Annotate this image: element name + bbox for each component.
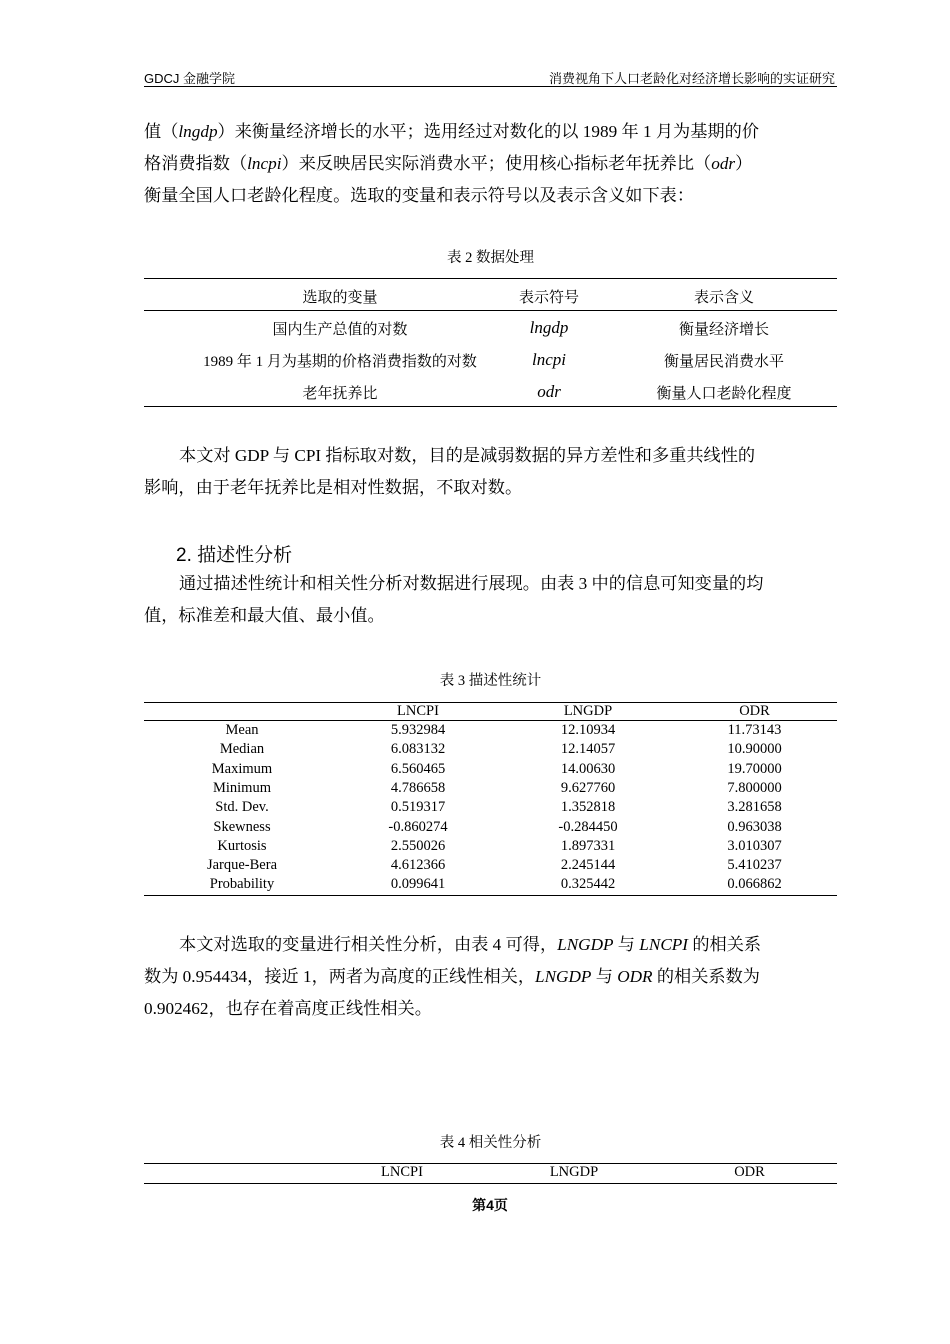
- table-cell: 衡量经济增长: [678, 322, 769, 338]
- table3-bottom-rule: [144, 895, 837, 896]
- table-cell: -0.284450: [558, 818, 618, 835]
- table-cell: 0.963038: [727, 818, 782, 835]
- intro-text: ）: [735, 154, 753, 173]
- table-cell: 19.70000: [727, 760, 782, 777]
- section-heading: 2. 描述性分析: [176, 545, 293, 566]
- running-header: [144, 66, 837, 86]
- table-cell: lncpi: [532, 350, 566, 369]
- para-text: 的相关系: [688, 935, 762, 954]
- table-cell: 1989 年 1 月为基期的价格消费指数的对数: [203, 354, 477, 370]
- para2-line-2: 影响，由于老年抚养比是相对性数据，不取对数。: [144, 478, 523, 497]
- table-cell: Minimum: [212, 779, 271, 796]
- table-cell: Jarque-Bera: [206, 857, 278, 874]
- table-cell: 0.066862: [727, 876, 782, 893]
- intro-text: 值（: [144, 122, 179, 141]
- table-row: [144, 838, 837, 857]
- table-cell: -0.860274: [388, 818, 448, 835]
- intro-line-1: [144, 116, 837, 148]
- table-cell: Kurtosis: [217, 837, 267, 854]
- table3-header-cell: LNGDP: [563, 703, 613, 719]
- para-text: 与: [613, 935, 640, 954]
- symbol-lngdp: lngdp: [178, 122, 218, 141]
- table-cell: 4.786658: [390, 779, 446, 796]
- para-text: 的相关系数为: [652, 967, 760, 986]
- table-cell: 5.932984: [390, 722, 446, 738]
- table2-header-cell: 表示符号: [518, 290, 579, 306]
- table-cell: lngdp: [529, 318, 569, 337]
- table-cell: 5.410237: [727, 857, 782, 874]
- para4-line-2: [144, 961, 837, 993]
- symbol-lngdp: LNGDP: [535, 967, 592, 986]
- table-cell: 7.800000: [727, 779, 782, 796]
- table4-header-cell: LNCPI: [381, 1164, 423, 1180]
- paragraph-descriptive: [144, 568, 837, 632]
- table4-header-row: [144, 1164, 837, 1183]
- table4-header-cell: ODR: [734, 1164, 765, 1180]
- symbol-lngdp: LNGDP: [557, 935, 614, 954]
- page-number: 第4页: [472, 1197, 508, 1213]
- symbol-odr: ODR: [617, 967, 653, 986]
- table-cell: 0.325442: [560, 876, 616, 893]
- para4-line-1: [144, 929, 837, 961]
- table-row: [144, 318, 837, 342]
- table3-header-rule: [144, 720, 837, 721]
- para-text: 数为 0.954434，接近 1，两者为高度的正线性相关，: [144, 967, 536, 986]
- table-cell: 11.73143: [727, 722, 782, 738]
- symbol-lncpi: lncpi: [247, 154, 282, 173]
- table-cell: Mean: [225, 722, 259, 738]
- para4-line-3: 0.902462，也存在着高度正线性相关。: [144, 999, 432, 1018]
- para-text: 与: [591, 967, 618, 986]
- intro-text: ）来反映居民实际消费水平；使用核心指标老年抚养比（: [281, 154, 712, 173]
- table-row: [144, 857, 837, 876]
- table-cell: 1.897331: [560, 837, 616, 854]
- table-cell: odr: [537, 382, 561, 401]
- para2-line-1: 本文对 GDP 与 CPI 指标取对数，目的是减弱数据的异方差性和多重共线性的: [179, 446, 756, 465]
- table4-header-rule: [144, 1183, 837, 1184]
- table-cell: 老年抚养比: [302, 386, 378, 402]
- table-cell: 3.010307: [727, 837, 782, 854]
- table-cell: 14.00630: [560, 760, 616, 777]
- table-cell: 6.083132: [390, 741, 446, 758]
- header-rule: [144, 86, 837, 87]
- intro-text: ）来衡量经济增长的水平；选用经过对数化的以 1989 年 1 月为基期的价: [217, 122, 759, 141]
- table-cell: 4.612366: [390, 857, 446, 874]
- table-cell: Skewness: [213, 818, 271, 835]
- para-text: 本文对选取的变量进行相关性分析，由表 4 可得，: [179, 935, 558, 954]
- symbol-lncpi: LNCPI: [639, 935, 689, 954]
- table2-caption: 表 2 数据处理: [447, 250, 534, 266]
- para3-line-1: 通过描述性统计和相关性分析对数据进行展现。由表 3 中的信息可知变量的均: [179, 574, 764, 593]
- paragraph-correlation: [144, 929, 837, 1025]
- table2-top-rule: [144, 278, 837, 279]
- table-row: [144, 799, 837, 818]
- table3-caption: 表 3 描述性统计: [439, 673, 542, 689]
- table-row: [144, 780, 837, 799]
- table4-caption: 表 4 相关性分析: [439, 1135, 542, 1151]
- para3-line-2: 值，标准差和最大值、最小值。: [144, 606, 385, 625]
- table-cell: 3.281658: [727, 799, 782, 816]
- paragraph-log-explanation: [144, 440, 837, 504]
- table-row: [144, 761, 837, 780]
- table4-header-cell: LNGDP: [549, 1164, 599, 1180]
- table-cell: 衡量人口老龄化程度: [656, 386, 792, 402]
- header-title: 消费视角下人口老龄化对经济增长影响的实证研究: [548, 71, 835, 86]
- table2-header-rule: [144, 310, 837, 311]
- table3-header-cell: ODR: [739, 703, 770, 719]
- intro-text: 格消费指数（: [144, 154, 248, 173]
- table-row: [144, 741, 837, 760]
- table-row: [144, 382, 837, 406]
- table-cell: 0.519317: [390, 799, 446, 816]
- table3-header-cell: LNCPI: [397, 703, 439, 719]
- table-cell: Median: [219, 741, 265, 758]
- table2-header-cell: 选取的变量: [302, 290, 378, 306]
- table-row: [144, 350, 837, 374]
- table-cell: 9.627760: [560, 779, 616, 796]
- table-cell: 2.550026: [390, 837, 446, 854]
- intro-paragraph: [144, 116, 837, 212]
- table-cell: 2.245144: [560, 857, 616, 874]
- table-row: [144, 722, 837, 741]
- table-cell: 12.14057: [560, 741, 616, 758]
- symbol-odr: odr: [711, 154, 736, 173]
- table2-bottom-rule: [144, 406, 837, 407]
- intro-line-2: [144, 148, 837, 180]
- table-cell: 国内生产总值的对数: [272, 322, 408, 338]
- table-cell: 6.560465: [390, 760, 446, 777]
- header-institution: GDCJ 金融学院: [144, 71, 236, 86]
- table-cell: 10.90000: [727, 741, 782, 758]
- table-cell: 1.352818: [560, 799, 616, 816]
- table-cell: 0.099641: [390, 876, 446, 893]
- table-cell: Maximum: [211, 760, 273, 777]
- intro-line-3: 衡量全国人口老龄化程度。选取的变量和表示符号以及表示含义如下表：: [144, 186, 695, 205]
- table-row: [144, 819, 837, 838]
- table-cell: Probability: [209, 876, 275, 893]
- table-cell: 衡量居民消费水平: [663, 354, 784, 370]
- table-cell: 12.10934: [560, 722, 616, 738]
- table2-header-cell: 表示含义: [693, 290, 754, 306]
- table-row: [144, 876, 837, 895]
- table-cell: Std. Dev.: [215, 799, 269, 816]
